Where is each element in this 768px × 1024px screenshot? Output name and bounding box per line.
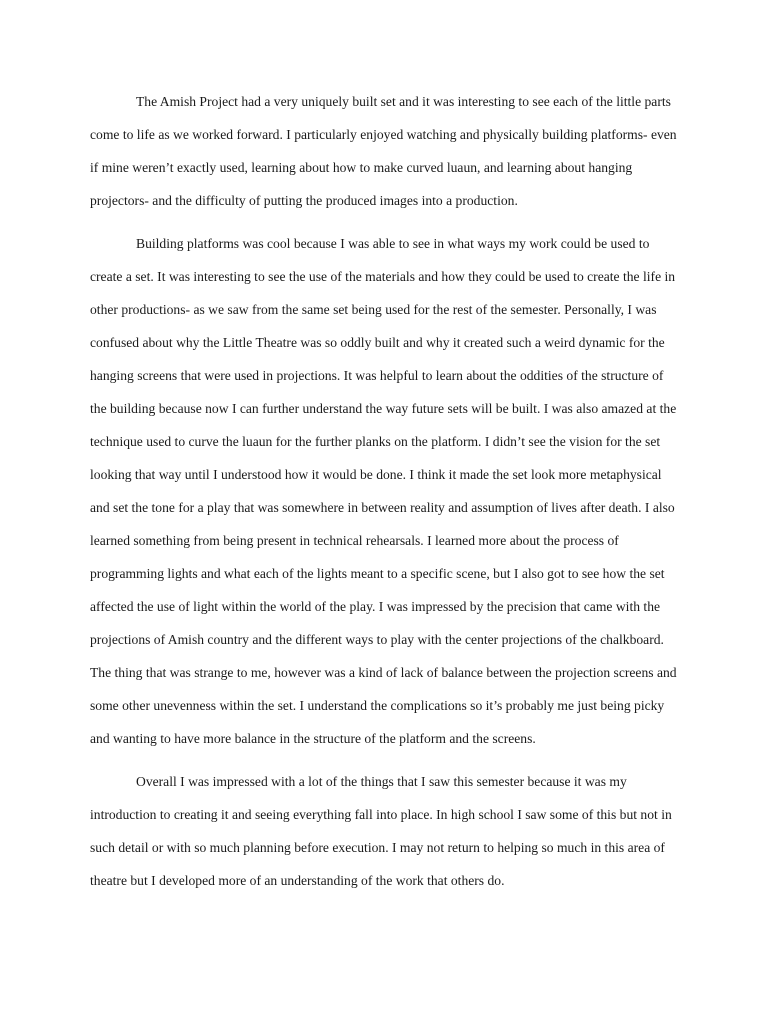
- document-body: [90, 85, 680, 907]
- paragraph-1: The Amish Project had a very uniquely built set and it was interesting to see each of the little parts come to life as we worked forward. I particularly enjoyed watching and physically building platforms- even if mine weren’t exactly used, learning about how to make curved luaun, and learning about hanging projectors- and the difficulty of putting the produced images into a production.: [90, 94, 677, 208]
- paragraph-3: Overall I was impressed with a lot of the things that I saw this semester because it was my introduction to creating it and seeing everything fall into place. In high school I saw some of this but not in such detail or with so much planning before execution. I may not return to helping so much in this area of theatre but I developed more of an understanding of the work that others do.: [90, 774, 672, 888]
- paragraph-2: Building platforms was cool because I was able to see in what ways my work could be used to create a set. It was interesting to see the use of the materials and how they could be used to create the life in other productions- as we saw from the same set being used for the rest of the semester. Personally, I was confused about why the Little Theatre was so oddly built and why it created such a weird dynamic for the hanging screens that were used in projections. It was helpful to learn about the oddities of the structure of the building because now I can further understand the way future sets will be built. I was also amazed at the technique used to curve the luaun for the further planks on the platform. I didn’t see the vision for the set looking that way until I understood how it would be done. I think it made the set look more metaphysical and set the tone for a play that was somewhere in between reality and assumption of lives after death. I also learned something from being present in technical rehearsals. I learned more about the process of programming lights and what each of the lights meant to a specific scene, but I also got to see how the set affected the use of light within the world of the play. I was impressed by the precision that came with the projections of Amish country and the different ways to play with the center projections of the chalkboard. The thing that was strange to me, however was a kind of lack of balance between the projection screens and some other unevenness within the set. I understand the complications so it’s probably me just being picky and wanting to have more balance in the structure of the platform and the screens.: [90, 236, 677, 746]
